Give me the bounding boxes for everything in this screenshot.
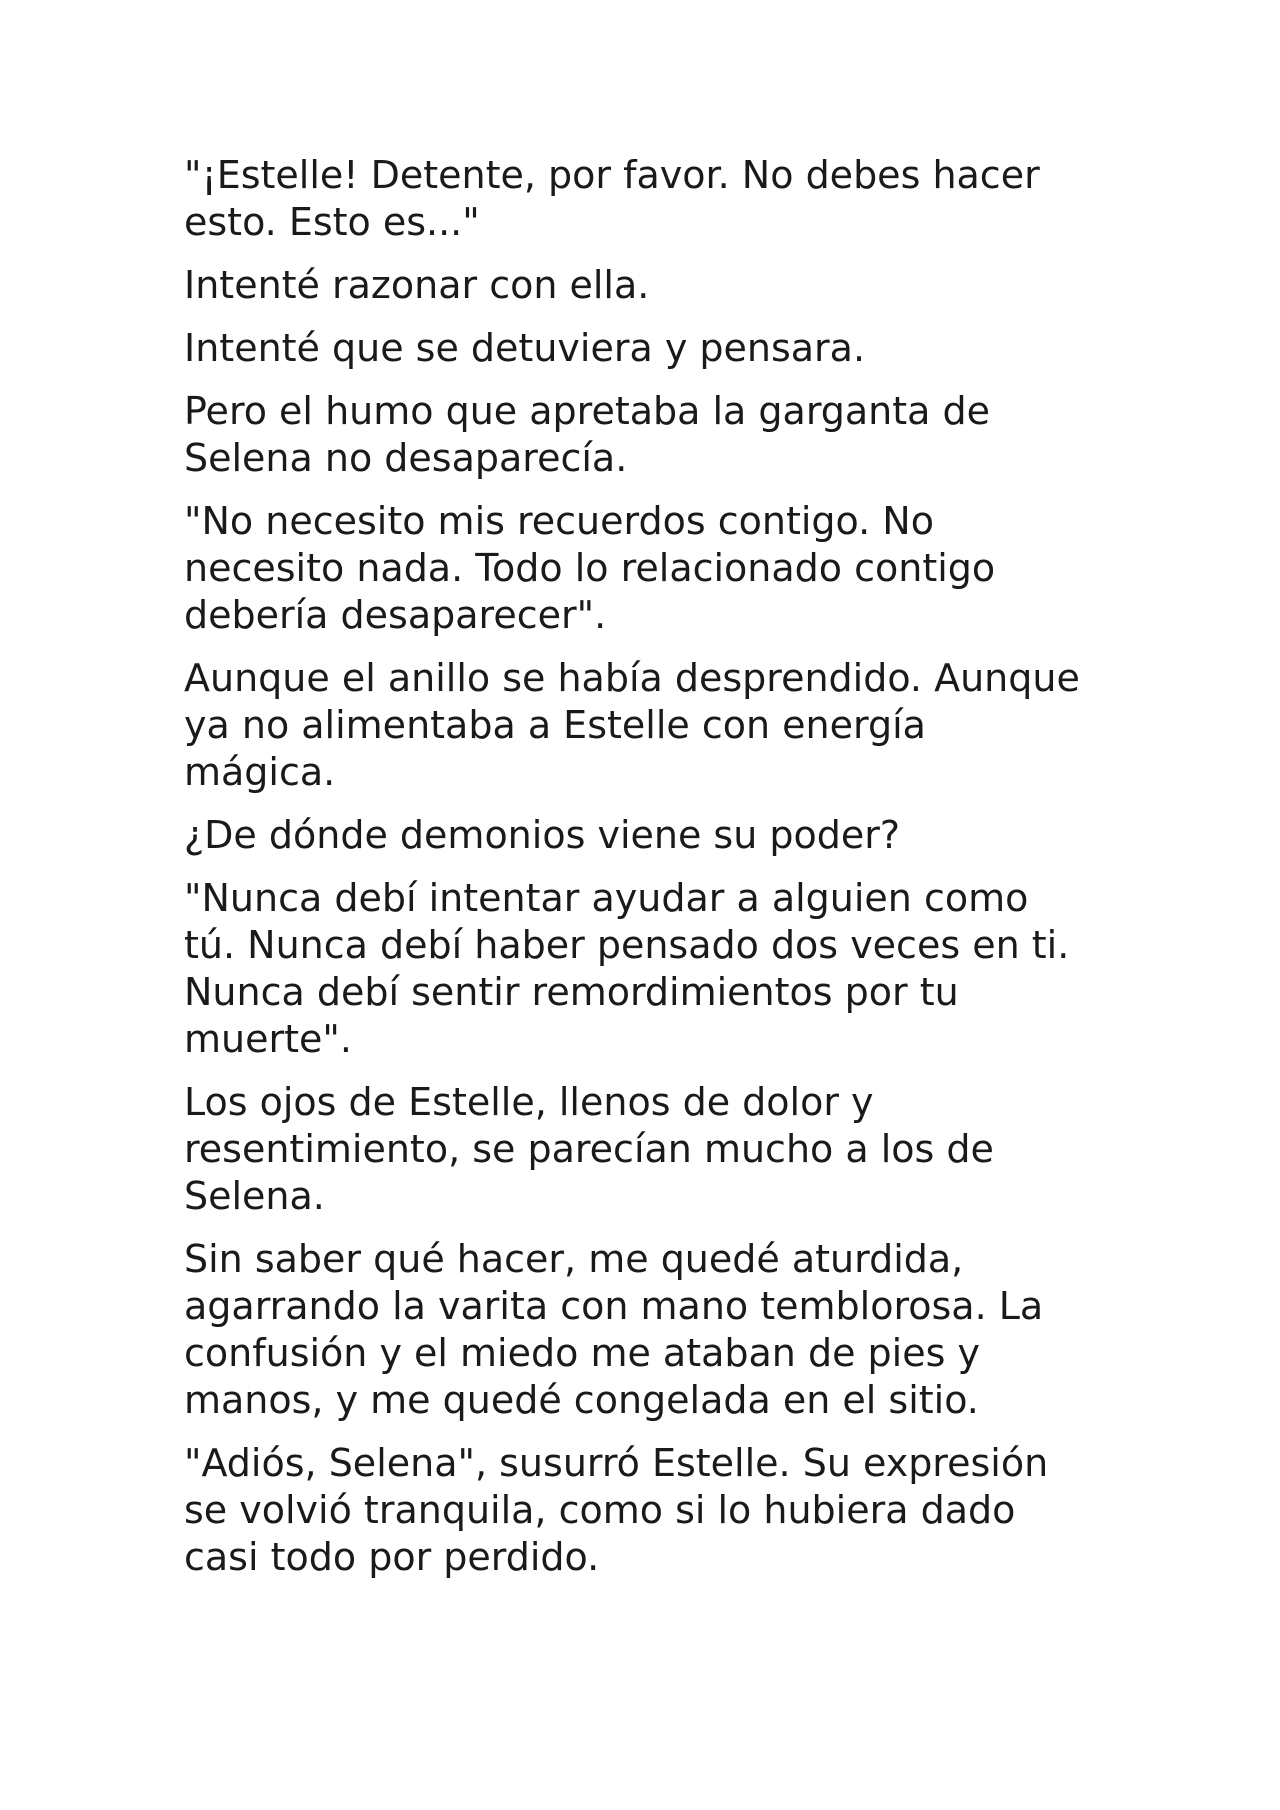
story-text — [184, 152, 1114, 1597]
paragraph: "Adiós, Selena", susurró Estelle. Su expresión se volvió tranquila, como si lo hubiera dado casi todo por perdido. — [184, 1441, 1049, 1579]
paragraph: ¿De dónde demonios viene su poder? — [184, 813, 901, 857]
paragraph: Sin saber qué hacer, me quedé aturdida, agarrando la varita con mano temblorosa. La confusión y el miedo me ataban de pies y manos, y me quedé congelada en el sitio. — [184, 1237, 1044, 1422]
paragraph: Intenté que se detuviera y pensara. — [184, 326, 866, 370]
paragraph: Los ojos de Estelle, llenos de dolor y resentimiento, se parecían mucho a los de Selena. — [184, 1080, 994, 1218]
paragraph: Intenté razonar con ella. — [184, 263, 650, 307]
paragraph: "No necesito mis recuerdos contigo. No necesito nada. Todo lo relacionado contigo debería desaparecer". — [184, 499, 996, 637]
paragraph: Aunque el anillo se había desprendido. Aunque ya no alimentaba a Estelle con energía mágica. — [184, 656, 1080, 794]
paragraph: "¡Estelle! Detente, por favor. No debes hacer esto. Esto es..." — [184, 153, 1040, 244]
paragraph: Pero el humo que apretaba la garganta de Selena no desaparecía. — [184, 389, 991, 480]
paragraph: "Nunca debí intentar ayudar a alguien como tú. Nunca debí haber pensado dos veces en ti. Nunca debí sentir remordimientos por tu muerte". — [184, 876, 1070, 1061]
